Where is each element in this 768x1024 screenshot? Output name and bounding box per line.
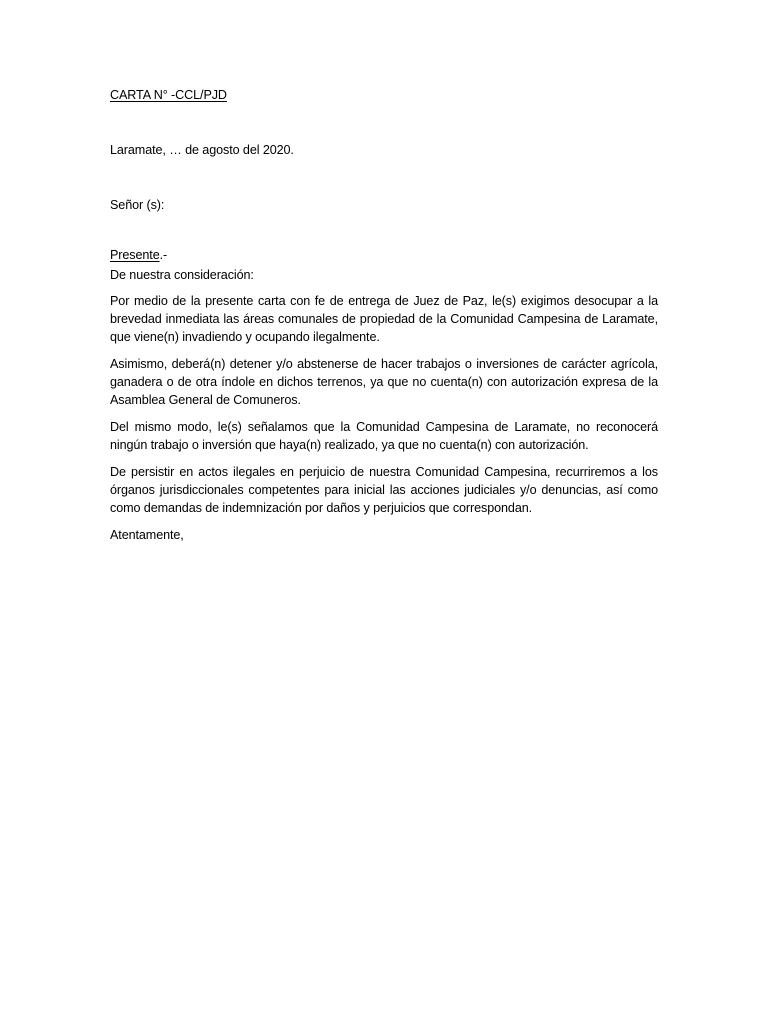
letter-title [110,86,658,104]
place-date: Laramate, … de agosto del 2020. [110,143,294,157]
recipient-line: Señor (s): [110,198,165,212]
presente-word: Presente [110,248,160,262]
presente-line [110,246,658,264]
letter-body [110,86,658,544]
paragraph-2: Asimismo, deberá(n) detener y/o abstenerse de hacer trabajos o inversiones de carácter agrícola, ganadera o de otra índole en dichos terrenos, ya que no cuenta(n) con autorización expresa de la Asamblea General de Comuneros. [110,357,658,407]
closing-line: Atentamente, [110,528,184,542]
greeting-line: De nuestra consideración: [110,268,254,282]
letter-title-text: CARTA N° -CCL/PJD [110,88,227,102]
paragraph-4: De persistir en actos ilegales en perjuicio de nuestra Comunidad Campesina, recurriremos a los órganos jurisdiccionales competentes para inicial las acciones judiciales y/o denuncias, así como como demandas de indemnización por daños y perjuicios que correspondan. [110,465,658,515]
paragraph-1: Por medio de la presente carta con fe de entrega de Juez de Paz, le(s) exigimos desocupar a la brevedad inmediata las áreas comunales de propiedad de la Comunidad Campesina de Laramate, que viene(n) invadiendo y ocupando ilegalmente. [110,294,658,344]
paragraph-3: Del mismo modo, le(s) señalamos que la Comunidad Campesina de Laramate, no reconocerá ningún trabajo o inversión que haya(n) realizado, ya que no cuenta(n) con autorización. [110,420,658,452]
presente-suffix: .- [159,248,168,262]
